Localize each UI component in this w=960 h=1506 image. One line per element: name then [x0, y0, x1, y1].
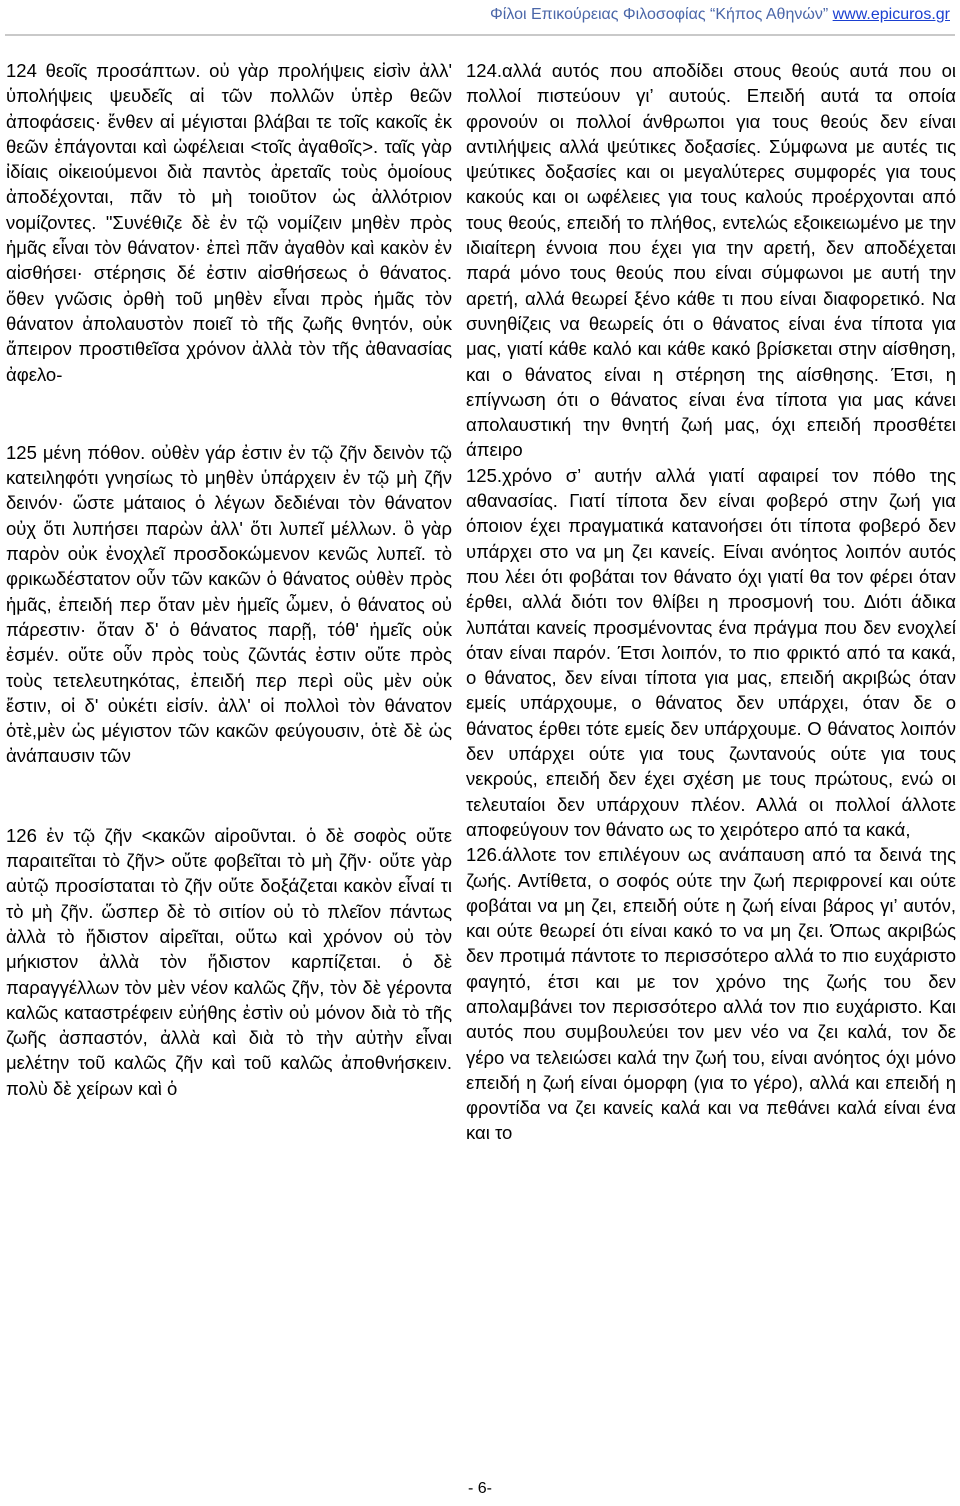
greek-paragraph-124: 124 θεοῖς προσάπτων. οὐ γὰρ προλήψεις εἰσὶν ἀλλ' ὑπολήψεις ψευδεῖς αἱ τῶν πολλῶν ὑπὲρ θεῶν ἀποφάσεις· ἔνθεν αἱ μέγισται βλάβαι τε τοῖς κακοῖς ἐκ θεῶν ἐπάγονται καὶ ὠφέλειαι <τοῖς ἀγαθοῖς>. ταῖς γὰρ ἰδίαις οἰκειούμενοι διὰ παντὸς ἀρεταῖς τοὺς ὁμοίους ἀποδέχονται, πᾶν τὸ μὴ τοιοῦτον ὡς ἀλλότριον νομίζοντες. "Συνέθιζε δὲ ἐν τῷ νομίζειν μηθὲν πρὸς ἡμᾶς εἶναι τὸν θάνατον· ἐπεὶ πᾶν ἀγαθὸν καὶ κακὸν ἐν αἰσθήσει· στέρησις δέ ἐστιν αἰσθήσεως ὁ θάνατος. ὅθεν γνῶσις ὀρθὴ τοῦ μηθὲν εἶναι πρὸς ἡμᾶς τὸν θάνατον ἀπολαυστὸν ποιεῖ τὸ τῆς ζωῆς θνητόν, οὐκ ἄπειρον προστιθεῖσα χρόνον ἀλλὰ τὸν τῆς ἀθανασίας ἀφελο- — [6, 60, 452, 385]
greek-paragraph-126: 126 ἐν τῷ ζῆν <κακῶν αἱροῦνται. ὁ δὲ σοφὸς οὔτε παραιτεῖται τὸ ζῆν> οὔτε φοβεῖται τὸ μὴ ζῆν· οὔτε γὰρ αὐτῷ προσίσταται τὸ ζῆν οὔτε δοξάζεται κακὸν εἶναί τι τὸ μὴ ζῆν. ὥσπερ δὲ τὸ σιτίον οὐ τὸ πλεῖον πάντως ἀλλὰ τὸ ἥδιστον αἱρεῖται, οὕτω καὶ χρόνον οὐ τὸν μήκιστον ἀλλὰ τὸν ἥδιστον καρπίζεται. ὁ δὲ παραγγέλλων τὸν μὲν νέον καλῶς ζῆν, τὸν δὲ γέροντα καλῶς καταστρέφειν εὐήθης ἐστὶν οὐ μόνον διὰ τὸ τῆς ζωῆς ἀσπαστόν, ἀλλὰ καὶ διὰ τὸ τὴν αὐτὴν εἶναι μελέτην τοῦ καλῶς ζῆν καὶ τοῦ καλῶς ἀποθνήσκειν. πολὺ δὲ χείρων καὶ ὁ — [6, 824, 452, 1099]
website-link[interactable]: www.epicuros.gr — [832, 6, 950, 23]
greek-paragraph-125: 125 μένη πόθον. οὐθὲν γάρ ἐστιν ἐν τῷ ζῆν δεινὸν τῷ κατειληφότι γνησίως τὸ μηθὲν ὑπάρχειν ἐν τῷ μὴ ζῆν δεινόν· ὥστε μάταιος ὁ λέγων δεδιέναι τὸν θάνατον οὐχ ὅτι λυπήσει παρὼν ἀλλ' ὅτι λυπεῖ μέλλων. ὃ γὰρ παρὸν οὐκ ἐνοχλεῖ προσδοκώμενον κενῶς λυπεῖ. τὸ φρικωδέστατον οὖν τῶν κακῶν ὁ θάνατος οὐθὲν πρὸς ἡμᾶς, ἐπειδή περ ὅταν μὲν ἡμεῖς ὦμεν, ὁ θάνατος οὐ πάρεστιν· ὅταν δ' ὁ θάνατος παρῇ, τόθ' ἡμεῖς οὐκ ἐσμέν. οὔτε οὖν πρὸς τοὺς ζῶντάς ἐστιν οὔτε πρὸς τοὺς τετελευτηκότας, ἐπειδή περ περὶ οὓς μὲν οὐκ ἔστιν, οἱ δ' οὐκέτι εἰσίν. ἀλλ' οἱ πολλοὶ τὸν θάνατον ὁτὲ,μὲν ὡς μέγιστον τῶν κακῶν φεύγουσιν, ὁτὲ δὲ ὡς ἀνάπαυσιν τῶν — [6, 441, 452, 767]
ancient-greek-column — [6, 58, 452, 1101]
page-number: - 6- — [468, 1480, 492, 1497]
translation-paragraph-124: 124.αλλά αυτός που αποδίδει στους θεούς αυτά που οι πολλοί πιστεύουν γι’ αυτούς. Επειδή αυτά τα οποία φρονούν οι πολλοί άνθρωποι για τους θεούς δεν είναι αντιλήψεις αλλά ψεύτικες δοξασίες. Σύμφωνα με αυτές τις ψεύτικες δοξασίες και οι μεγαλύτερες συμφορές για τους κακούς και οι ωφέλειες για τους καλούς προέρχονται από τους θεούς, επειδή το πλήθος, εντελώς εξοικειωμένο με την ιδιαίτερη έννοια που έχει για την αρετή, δεν αποδέχεται παρά μόνο τους θεούς που είναι σύμφωνοι με αυτή την αρετή, αλλά θεωρεί ξένο κάθε τι που είναι διαφορετικό. Να συνηθίζεις να θεωρείς ότι ο θάνατος είναι ένα τίποτα για μας, γιατί κάθε καλό και κάθε κακό βρίσκεται στην αίσθηση, και ο θάνατος είναι η στέρηση της αίσθησης. Έτσι, η επίγνωση ότι ο θάνατος είναι ένα τίποτα για μας κάνει απολαυστική την θνητή ζωή μας, όχι επειδή προσθέτει άπειρο — [466, 60, 956, 461]
header-divider — [5, 34, 955, 36]
modern-greek-column — [466, 58, 956, 1146]
header-title: Φίλοι Επικούρειας Φιλοσοφίας “Κήπος Αθηνών” — [490, 6, 829, 23]
page-header — [0, 0, 960, 34]
translation-paragraph-126: 126.άλλοτε τον επιλέγουν ως ανάπαυση από τα δεινά της ζωής. Αντίθετα, ο σοφός ούτε την ζωή περιφρονεί και ούτε φοβάται να μη ζει, επειδή ούτε η ζωή είναι βάρος γι’ αυτόν, και ούτε θεωρεί ότι είναι κακό το να μη ζει. Όπως ακριβώς δεν προτιμά πάντοτε το περισσότερο αλλά το πιο ευχάριστο φαγητό, έτσι και με τον χρόνο της ζωής του δεν απολαμβάνει τον περισσότερο αλλά τον πιο ευχάριστο. Και αυτός που συμβουλεύει τον μεν νέο να ζει καλά, τον δε γέρο να τελειώσει καλά την ζωή του, είναι ανόητος όχι μόνο επειδή η ζωή είναι όμορφη (για το γέρο), αλλά και επειδή η φροντίδα να ζει κανείς καλά και να πεθάνει καλά είναι ένα και το — [466, 844, 956, 1144]
translation-paragraph-125: 125.χρόνο σ’ αυτήν αλλά γιατί αφαιρεί τον πόθο της αθανασίας. Γιατί τίποτα δεν είναι φοβερό στην ζωή για όποιον έχει πραγματικά κατανοήσει ότι τίποτα φοβερό δεν υπάρχει στο να μη ζει κανείς. Είναι ανόητος λοιπόν αυτός που λέει ότι φοβάται τον θάνατο όχι γιατί θα τον φέρει όταν έρθει, αλλά διότι τον θλίβει η προσμονή του. Διότι άδικα λυπάται κανείς προσμένοντας ένα πράγμα που δεν ενοχλεί όταν είναι παρόν. Έτσι λοιπόν, το πιο φρικτό από τα κακά, ο θάνατος, δεν είναι τίποτα για μας, επειδή ακριβώς όταν εμείς υπάρχουμε, ο θάνατος δεν υπάρχει, όταν δε ο θάνατος έρθει τότε εμείς δεν υπάρχουμε. Ο θάνατος λοιπόν δεν υπάρχει ούτε για τους ζωντανούς ούτε για τους νεκρούς, επειδή δεν έχει σχέση με τους πρώτους, ενώ οι τελευταίοι δεν υπάρχουν πλέον. Αλλά οι πολλοί άλλοτε αποφεύγουν τον θάνατο ως το χειρότερο από τα κακά, — [466, 464, 956, 840]
